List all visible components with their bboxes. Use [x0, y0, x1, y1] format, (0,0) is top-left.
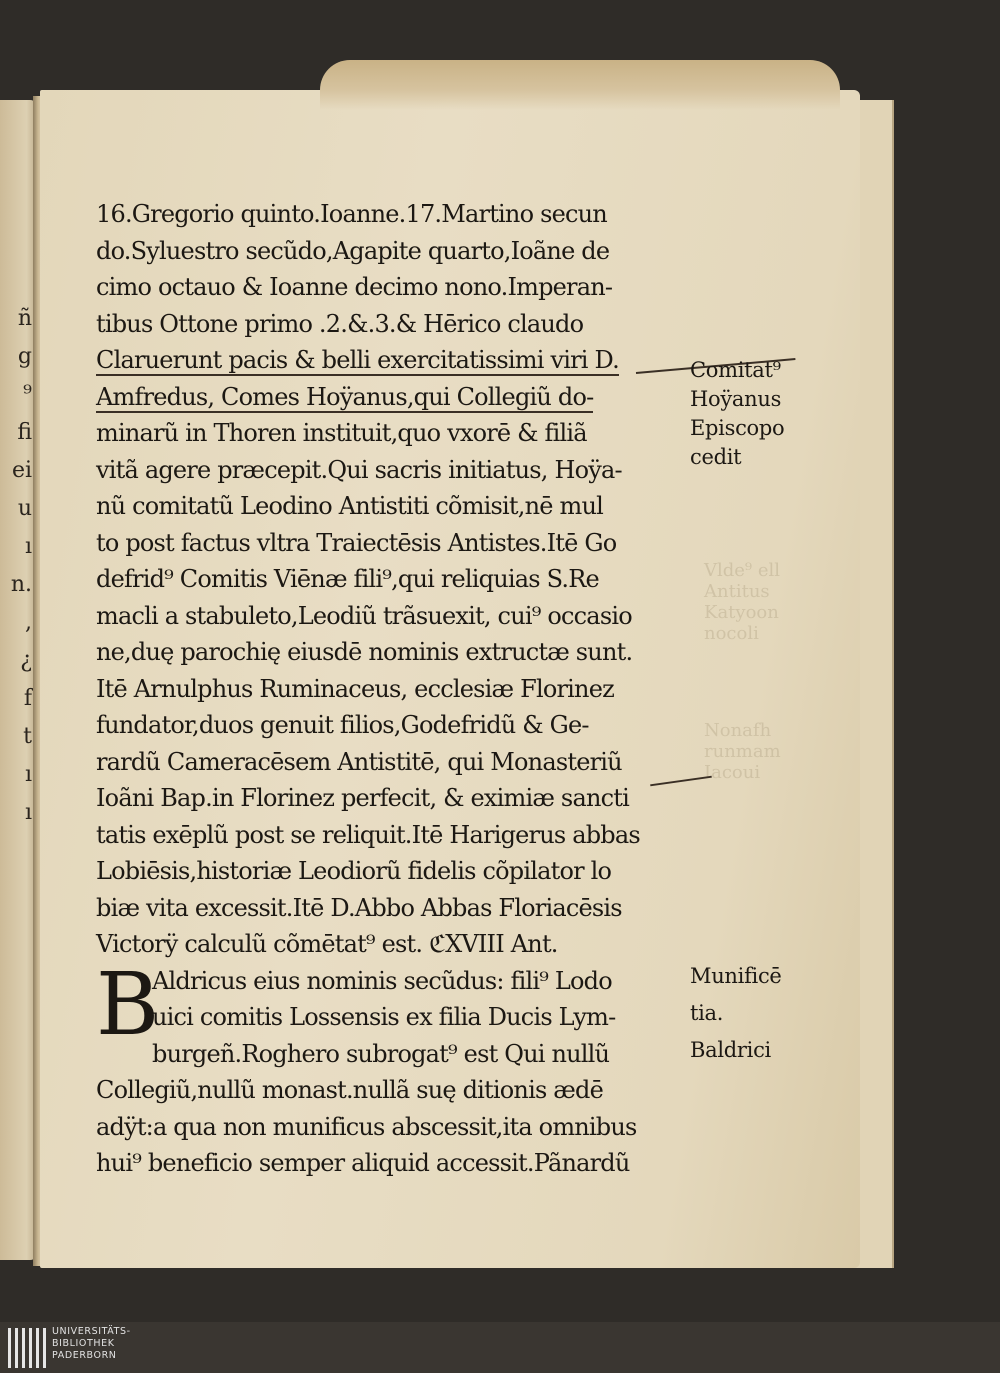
text-line: Collegiũ,nullũ monast.nullã suę ditionis ædē [96, 1076, 604, 1104]
text-line: Aldricus eius nominis secũdus: fili⁹ Lodo [152, 966, 612, 995]
text-line: adÿt:a qua non munificus abscessit,ita omnibus [96, 1112, 637, 1141]
text-line: hui⁹ beneficio semper aliquid accessit.Pãnardũ [96, 1149, 630, 1177]
footer-bar [0, 1322, 1000, 1373]
margin-note-line: cedit [690, 445, 742, 469]
body-text [96, 196, 686, 1182]
chapter-paragraph [96, 954, 686, 1182]
text-line: minarũ in Thoren instituit,quo vxorē & filiã [96, 419, 587, 447]
underlined-text: Claruerunt pacis & belli exercitatissimi viri D. [96, 346, 619, 374]
margin-note [690, 958, 820, 1069]
text-line: to post factus vltra Traiectēsis Antistes.Itē Go [96, 528, 617, 557]
logo-line: UNIVERSITÄTS- [52, 1326, 131, 1337]
text-line: Lobiēsis,historiæ Leodiorũ fidelis cõpilator lo [96, 857, 612, 885]
text-line [96, 342, 686, 379]
text-line: nũ comitatũ Leodino Antistiti cõmisit,nē mul [96, 492, 603, 520]
text-line: do.Syluestro secũdo,Agapite quarto,Ioãne de [96, 236, 610, 265]
text-line: burgeñ.Roghero subrogat⁹ est Qui nullũ [152, 1039, 610, 1068]
logo-line: PADERBORN [52, 1350, 117, 1361]
text-line: ne,duę parochię eiusdē nominis extructæ sunt. [96, 638, 633, 666]
text-line: Victorÿ calculũ cõmētat⁹ est. ℭXVIII Ant. [96, 930, 558, 958]
text-line: biæ vita excessit.Itē D.Abbo Abbas Floriacēsis [96, 893, 622, 922]
text-line: defrid⁹ Comitis Viēnæ fili⁹,qui reliquias S.Re [96, 565, 599, 593]
show-through-text: Vlde⁹ ell Antitus Katyoon nocoli [704, 560, 781, 644]
margin-note [690, 356, 820, 472]
text-line: Ioãni Bap.in Florinez perfecit, & eximiæ sancti [96, 784, 629, 812]
margin-note-line: Hoÿanus [690, 387, 782, 411]
drop-cap-initial: B [96, 954, 159, 1055]
text-line: Itē Arnulphus Ruminaceus, ecclesiæ Florinez [96, 674, 614, 703]
left-page-text-fragments: ñ g ⁹ fi ei u ı n. , ¿ f t ı ı [10, 306, 32, 825]
text-line: tibus Ottone primo .2.&.3.& Hērico claudo [96, 309, 584, 338]
text-line: vitã agere præcepit.Qui sacris initiatus, Hoÿa- [96, 455, 622, 484]
library-logo-text [52, 1326, 131, 1362]
margin-note-line: Comitat⁹ [690, 358, 781, 382]
margin-note-line: Baldrici [690, 1038, 771, 1062]
margin-note-line: Episcopo [690, 416, 785, 440]
text-line: tatis exēplũ post se reliquit.Itē Harigerus abbas [96, 820, 640, 849]
text-line [96, 379, 686, 416]
library-logo-icon [8, 1328, 46, 1368]
text-line: cimo octauo & Ioanne decimo nono.Imperan- [96, 273, 613, 301]
margin-note-line: Munificē [690, 964, 782, 988]
text-line: 16.Gregorio quinto.Ioanne.17.Martino secun [96, 200, 607, 228]
show-through-text: Nonafh runmam Iacoui [704, 720, 781, 783]
text-line: rardũ Cameracēsem Antistitē, qui Monasteriũ [96, 747, 622, 776]
underlined-text: Amfredus, Comes Hoÿanus,qui Collegiũ do- [96, 382, 594, 411]
logo-line: BIBLIOTHEK [52, 1338, 115, 1349]
margin-note-line: tia. [690, 1001, 724, 1025]
text-line: uici comitis Lossensis ex filia Ducis Lym- [152, 1003, 616, 1031]
text-line: macli a stabuleto,Leodiũ trãsuexit, cui⁹ occasio [96, 601, 632, 630]
text-line: fundator,duos genuit filios,Godefridũ & Ge- [96, 711, 589, 739]
page-stain [320, 60, 840, 110]
